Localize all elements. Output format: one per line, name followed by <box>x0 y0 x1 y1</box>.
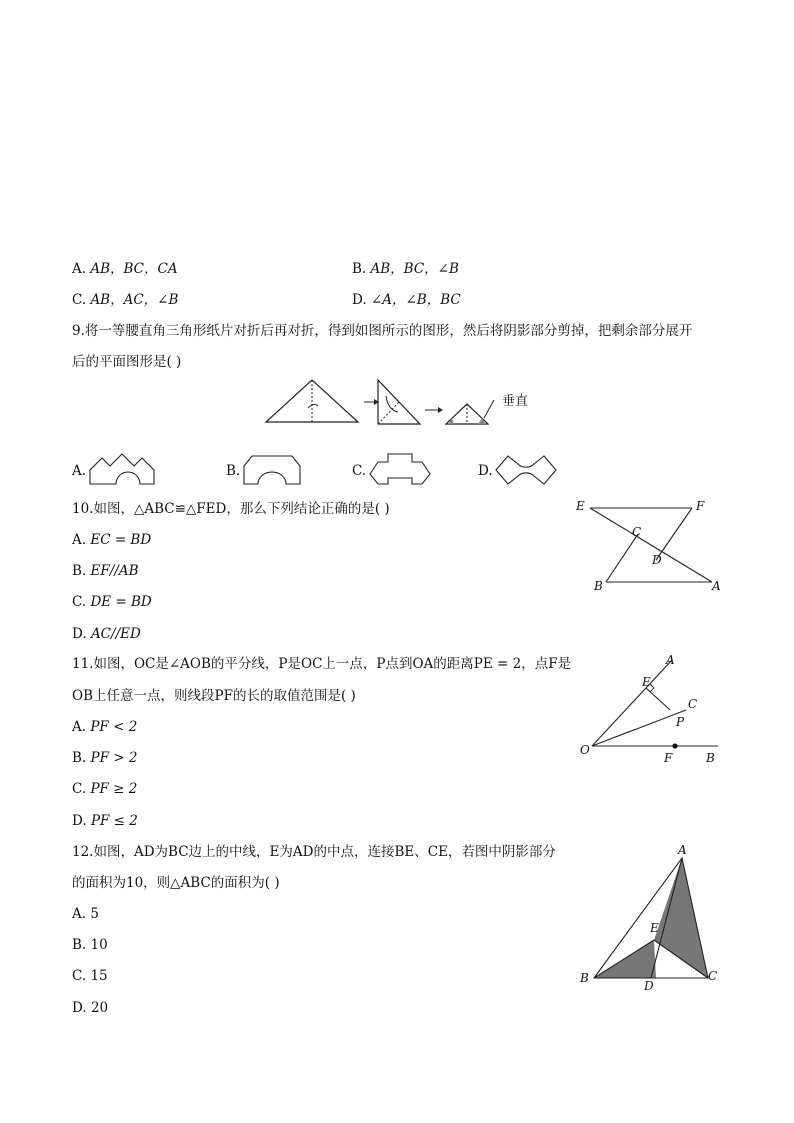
q10-option-c: C. DE = BD <box>72 594 152 610</box>
q10-option-d: D. AC//ED <box>72 626 141 642</box>
q8-option-d: D. ∠A，∠B，BC <box>352 292 461 308</box>
q12-option-d: D. 20 <box>72 1000 109 1016</box>
q9-shape-c <box>368 452 434 488</box>
q9-stem-line2: 后的平面图形是( ) <box>72 354 182 370</box>
q10-figure <box>572 496 732 596</box>
q9-folding-figure <box>262 378 562 438</box>
q12-figure <box>574 842 734 992</box>
q11-pt-a: A <box>666 653 675 667</box>
q11-option-d: D. PF ≤ 2 <box>72 813 138 829</box>
q11-option-c: C. PF ≥ 2 <box>72 781 138 797</box>
q9-stem-line1: 9.将一等腰直角三角形纸片对折后再对折，得到如图所示的图形，然后将阴影部分剪掉，把剩余部分展开 <box>72 323 693 339</box>
q8-option-a: A. AB，BC，CA <box>72 261 178 277</box>
q12-pt-b: B <box>580 971 589 985</box>
q11-option-a: A. PF < 2 <box>72 719 138 735</box>
q12-pt-e: E <box>650 921 659 935</box>
q10-option-a: A. EC = BD <box>72 532 152 548</box>
q9-option-c-label: C. <box>352 463 367 479</box>
q10-option-b: B. EF//AB <box>72 563 139 579</box>
q11-pt-f: F <box>664 751 673 765</box>
arrow-head-2 <box>438 407 443 413</box>
q10-stem: 10.如图，△ABC≌△FED，那么下列结论正确的是( ) <box>72 501 390 517</box>
q12-pt-d: D <box>644 979 654 993</box>
q9-shape-b <box>242 452 304 488</box>
q8-option-c: C. AB，AC，∠B <box>72 292 179 308</box>
q9-option-b-label: B. <box>226 463 241 479</box>
q12-shaded-aec <box>654 858 708 978</box>
q11-pt-b: B <box>706 751 715 765</box>
q11-pt-e: E <box>642 675 651 689</box>
q11-pt-c: C <box>688 697 698 711</box>
q10-pt-a: A <box>712 579 721 593</box>
q12-option-a: A. 5 <box>72 906 99 922</box>
q11-option-b: B. PF > 2 <box>72 750 138 766</box>
q12-option-b: B. 10 <box>72 937 108 953</box>
q9-option-a-label: A. <box>72 463 87 479</box>
q11-pt-p: P <box>676 715 685 729</box>
q9-fig-label: 垂直 <box>502 394 529 409</box>
q12-pt-c: C <box>708 969 718 983</box>
q11-stem-line1: 11.如图，OC是∠AOB的平分线，P是OC上一点，P点到OA的距离PE = 2，点F是 <box>72 656 572 672</box>
q9-option-d-label: D. <box>478 463 493 479</box>
q10-pt-d: D <box>652 553 662 567</box>
q8-option-b: B. AB，BC，∠B <box>352 261 459 277</box>
q12-option-c: C. 15 <box>72 968 108 984</box>
q10-pt-c: C <box>632 525 642 539</box>
q12-pt-a: A <box>678 843 687 857</box>
q10-pt-b: B <box>594 579 603 593</box>
q12-stem-line2: 的面积为10，则△ABC的面积为( ) <box>72 875 280 891</box>
pointer-arrow <box>484 400 494 418</box>
q10-pt-e: E <box>576 499 585 513</box>
q9-shape-a <box>88 452 158 488</box>
fold-arrow-1 <box>308 404 318 408</box>
q9-shape-d <box>494 452 560 488</box>
q12-stem-line1: 12.如图，AD为BC边上的中线，E为AD的中点，连接BE、CE，若图中阴影部分 <box>72 844 556 860</box>
q11-pt-o: O <box>580 743 590 757</box>
q11-figure <box>576 652 736 772</box>
q11-stem-line2: OB上任意一点，则线段PF的长的取值范围是( ) <box>72 688 356 704</box>
q10-pt-f: F <box>696 499 705 513</box>
